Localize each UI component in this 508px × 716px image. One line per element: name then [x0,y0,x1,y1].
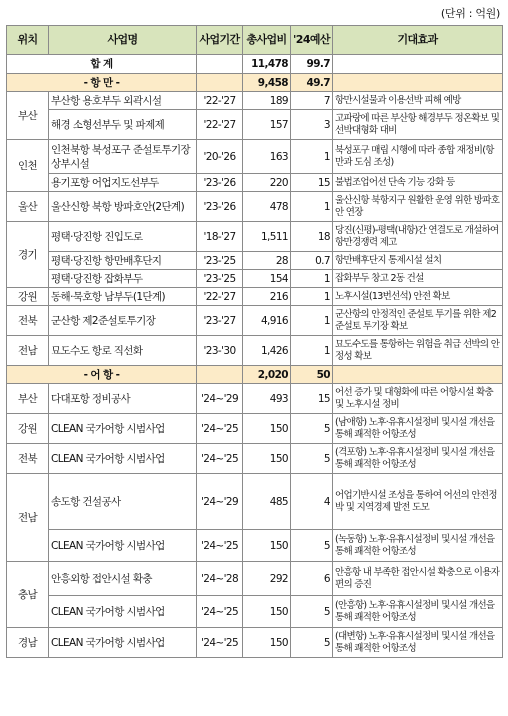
project-budget: 1 [291,270,333,288]
table-row [7,384,503,414]
project-budget: 18 [291,222,333,252]
region-cell: 전북 [7,444,49,474]
project-name: CLEAN 국가어항 시범사업 [49,444,197,474]
fish-subtotal-label: - 어 항 - [7,366,197,384]
project-cost: 292 [243,562,291,596]
region-cell: 울산 [7,192,49,222]
project-period: '24~'25 [197,628,243,658]
header-period: 사업기간 [197,26,243,55]
region-cell: 충남 [7,562,49,628]
table-row [7,474,503,530]
project-cost: 4,916 [243,306,291,336]
project-budget: 7 [291,92,333,110]
project-budget: 5 [291,414,333,444]
table-row [7,288,503,306]
table-row [7,110,503,140]
project-effect: 불법조업어선 단속 기능 강화 등 [333,174,503,192]
table-row [7,222,503,252]
project-period: '23-'30 [197,336,243,366]
unit-note: (단위 : 억원) [440,7,500,20]
project-name: CLEAN 국가어항 시범사업 [49,628,197,658]
project-budget: 0.7 [291,252,333,270]
region-cell: 강원 [7,414,49,444]
table-row [7,530,503,562]
project-cost: 150 [243,530,291,562]
project-period: '22-'27 [197,288,243,306]
project-cost: 493 [243,384,291,414]
project-effect: 당진(신평)-평택(내항)간 연결도로 개설하여 항만경쟁력 제고 [333,222,503,252]
project-name: 묘도수도 항로 직선화 [49,336,197,366]
project-period: '24~'25 [197,414,243,444]
project-period: '18-'27 [197,222,243,252]
region-cell: 경남 [7,628,49,658]
project-effect: 항만배후단지 통제시설 설치 [333,252,503,270]
fish-subtotal-budget: 50 [291,366,333,384]
port-subtotal-budget: 49.7 [291,74,333,92]
project-period: '24~'25 [197,444,243,474]
project-budget: 1 [291,288,333,306]
project-cost: 189 [243,92,291,110]
project-name: 해경 소형선부두 및 파제제 [49,110,197,140]
project-cost: 1,511 [243,222,291,252]
project-cost: 220 [243,174,291,192]
table-row [7,628,503,658]
project-period: '24~'25 [197,596,243,628]
project-budget: 15 [291,384,333,414]
table-row [7,140,503,174]
project-cost: 1,426 [243,336,291,366]
table-row [7,252,503,270]
table-row [7,306,503,336]
port-subtotal-cost: 9,458 [243,74,291,92]
port-subtotal-label: - 항 만 - [7,74,197,92]
project-effect: (안흥항) 노후·유휴시설정비 및시설 개선을 통해 쾌적한 어항조성 [333,596,503,628]
header-row [7,26,503,55]
project-period: '22-'27 [197,92,243,110]
project-name: 안흥외항 접안시설 확충 [49,562,197,596]
project-name: 송도항 건설공사 [49,474,197,530]
project-cost: 478 [243,192,291,222]
project-name: CLEAN 국가어항 시범사업 [49,596,197,628]
project-effect: 울산신항 북항지구 원활한 운영 위한 방파호안 연장 [333,192,503,222]
project-effect: 묘도수도를 통항하는 위험을 취급 선박의 안정성 확보 [333,336,503,366]
table-row [7,192,503,222]
table-row [7,92,503,110]
project-effect: 항만시설물과 이용선박 피해 예방 [333,92,503,110]
project-effect: 어업기반시설 조성을 통하여 어선의 안전정박 및 지역경제 발전 도모 [333,474,503,530]
project-effect: 고파랑에 따른 부산항 해경부두 정온확보 및 선박대형화 대비 [333,110,503,140]
project-cost: 150 [243,444,291,474]
table-row [7,562,503,596]
total-cost: 11,478 [243,55,291,74]
header-total-cost: 총사업비 [243,26,291,55]
fish-subtotal-cost: 2,020 [243,366,291,384]
project-budget: 1 [291,336,333,366]
project-budget: 5 [291,444,333,474]
project-effect: (대변항) 노후·유휴시설정비 및시설 개선을 통해 쾌적한 어항조성 [333,628,503,658]
header-expected-effect: 기대효과 [333,26,503,55]
project-budget: 5 [291,628,333,658]
project-period: '24~'29 [197,474,243,530]
project-name: 다대포항 정비공사 [49,384,197,414]
region-cell: 전남 [7,474,49,562]
project-period: '20-'26 [197,140,243,174]
project-period: '22-'27 [197,110,243,140]
project-effect: 안흥항 내 부족한 접안시설 확충으로 이용자 편의 증진 [333,562,503,596]
project-cost: 216 [243,288,291,306]
table-row [7,414,503,444]
project-name: 평택·당진항 진입도로 [49,222,197,252]
project-budget: 3 [291,110,333,140]
project-effect: 어선 증가 및 대형화에 따른 어항시설 확충 및 노후시설 정비 [333,384,503,414]
project-name: 평택·당진항 항만배후단지 [49,252,197,270]
project-name: 인천북항 북성포구 준설토투기장 상부시설 [49,140,197,174]
region-cell: 강원 [7,288,49,306]
project-period: '23-'25 [197,252,243,270]
project-period: '24~'29 [197,384,243,414]
project-cost: 150 [243,596,291,628]
project-name: 군산항 제2준설토투기장 [49,306,197,336]
budget-table [6,25,503,658]
project-period: '23-'26 [197,174,243,192]
project-budget: 6 [291,562,333,596]
project-name: CLEAN 국가어항 시범사업 [49,414,197,444]
project-effect: (녹동항) 노후·유휴시설정비 및시설 개선을 통해 쾌적한 어항조성 [333,530,503,562]
project-budget: 1 [291,192,333,222]
region-cell: 부산 [7,384,49,414]
project-budget: 15 [291,174,333,192]
project-cost: 28 [243,252,291,270]
region-cell: 인천 [7,140,49,192]
project-cost: 150 [243,628,291,658]
region-cell: 전북 [7,306,49,336]
project-cost: 157 [243,110,291,140]
project-name: 울산신항 북항 방파호안(2단계) [49,192,197,222]
table-row [7,174,503,192]
header-location: 위치 [7,26,49,55]
total-row [7,55,503,74]
project-cost: 485 [243,474,291,530]
project-effect: 북성포구 매립 시행에 따라 종합 재정비(항만과 도심 조성) [333,140,503,174]
total-budget: 99.7 [291,55,333,74]
region-cell: 부산 [7,92,49,140]
project-effect: 잡화부두 창고 2동 건설 [333,270,503,288]
project-budget: 5 [291,596,333,628]
project-period: '24~'25 [197,530,243,562]
header-budget-24: '24예산 [291,26,333,55]
project-budget: 1 [291,306,333,336]
project-name: 동해·묵호항 남부두(1단계) [49,288,197,306]
project-budget: 5 [291,530,333,562]
project-period: '23-'27 [197,306,243,336]
project-period: '23-'26 [197,192,243,222]
port-subtotal-row [7,74,503,92]
project-cost: 154 [243,270,291,288]
project-effect: (남애항) 노후·유휴시설정비 및시설 개선을 통해 쾌적한 어항조성 [333,414,503,444]
table-row [7,444,503,474]
fish-subtotal-row [7,366,503,384]
project-budget: 4 [291,474,333,530]
project-cost: 163 [243,140,291,174]
region-cell: 경기 [7,222,49,288]
project-period: '24~'28 [197,562,243,596]
project-effect: 노후시설(13번선석) 안전 확보 [333,288,503,306]
project-name: 부산항 용호부두 외곽시설 [49,92,197,110]
header-project-name: 사업명 [49,26,197,55]
project-period: '23-'25 [197,270,243,288]
project-cost: 150 [243,414,291,444]
project-effect: (격포항) 노후·유휴시설정비 및시설 개선을 통해 쾌적한 어항조성 [333,444,503,474]
project-budget: 1 [291,140,333,174]
total-label: 합 계 [7,55,197,74]
project-name: 용기포항 어업지도선부두 [49,174,197,192]
project-effect: 군산항의 안정적인 준설토 투기를 위한 제2준설토 투기장 확보 [333,306,503,336]
region-cell: 전남 [7,336,49,366]
table-row [7,596,503,628]
table-row [7,336,503,366]
table-row [7,270,503,288]
project-name: CLEAN 국가어항 시범사업 [49,530,197,562]
project-name: 평택·당진항 잡화부두 [49,270,197,288]
